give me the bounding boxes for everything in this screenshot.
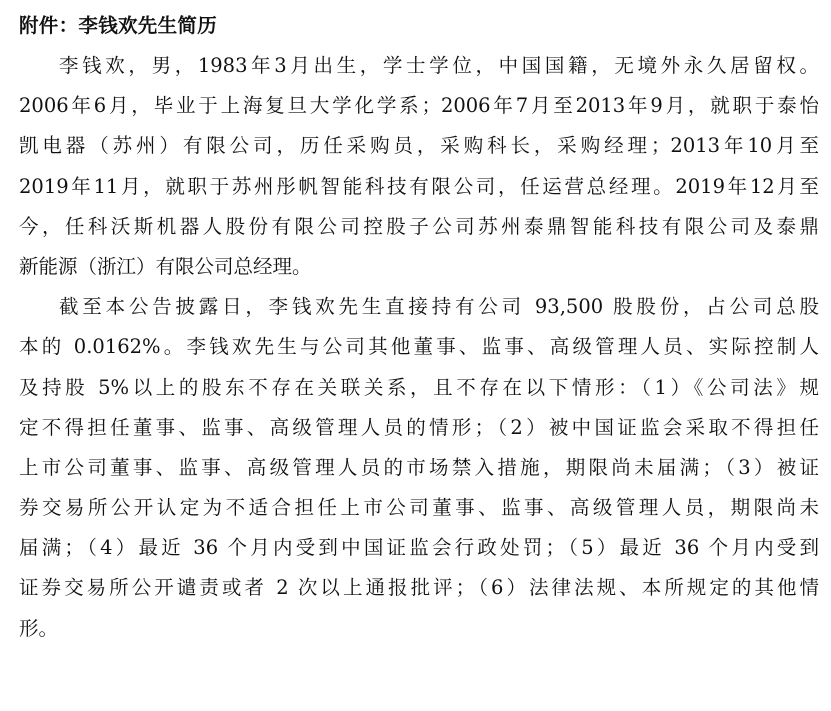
paragraph-line: 券交易所公开认定为不适合担任上市公司董事、监事、高级管理人员，期限尚未: [19, 496, 819, 520]
paragraph-line: 届满；（4）最近 36 个月内受到中国证监会行政处罚；（5）最近 36 个月内受到: [19, 536, 819, 560]
paragraph-line: 李钱欢，男，1983年3月出生，学士学位，中国国籍，无境外永久居留权。: [59, 54, 819, 77]
paragraph-line: 及持股 5%以上的股东不存在关联关系，且不存在以下情形：（1）《公司法》规: [19, 375, 819, 399]
paragraph-line: 今，任科沃斯机器人股份有限公司控股子公司苏州泰鼎智能科技有限公司及泰鼎: [19, 214, 819, 238]
paragraph-line: 2006年6月，毕业于上海复旦大学化学系；2006年7月至2013年9月，就职于泰怡: [19, 94, 819, 118]
paragraph-line: 截至本公告披露日，李钱欢先生直接持有公司 93,500 股股份，占公司总股: [59, 295, 819, 319]
document: [19, 6, 819, 649]
paragraph-biography: [19, 46, 819, 287]
paragraph-line: 2019年11月，就职于苏州彤帆智能科技有限公司，任运营总经理。2019年12月至: [19, 174, 819, 198]
paragraph-line: 形。: [19, 616, 59, 640]
paragraph-line: 新能源（浙江）有限公司总经理。: [19, 254, 312, 278]
paragraph-line: 证券交易所公开谴责或者 2 次以上通报批评；（6）法律法规、本所规定的其他情: [19, 576, 819, 600]
paragraph-shareholding: [19, 287, 819, 649]
document-title: 附件：李钱欢先生简历: [19, 14, 218, 37]
paragraph-line: 凯电器（苏州）有限公司，历任采购员，采购科长，采购经理；2013年10月至: [19, 134, 819, 158]
paragraph-line: 上市公司董事、监事、高级管理人员的市场禁入措施，期限尚未届满；（3）被证: [19, 455, 819, 479]
paragraph-line: 定不得担任董事、监事、高级管理人员的情形；（2）被中国证监会采取不得担任: [19, 415, 819, 439]
paragraph-line: 本的 0.0162%。李钱欢先生与公司其他董事、监事、高级管理人员、实际控制人: [19, 335, 819, 359]
